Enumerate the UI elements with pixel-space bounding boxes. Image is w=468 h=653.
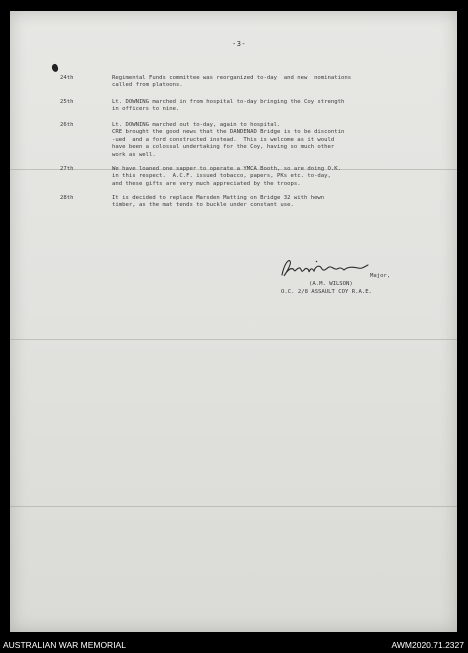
entry-text: Lt. DOWNING marched out to-day, again to hospital. CRE brought the good news that the DANDENAD Bridge is to be discontin -ued and a ford constructed instead. This is welcome as it would have been a colossal undertaking for the Coy, having so much other work as well. xyxy=(112,122,345,158)
diary-entry xyxy=(60,166,430,188)
diary-entry xyxy=(60,195,430,210)
entry-text: Regimental Funds committee was reorganized to-day and new nominations called from platoons. xyxy=(112,75,352,89)
entry-text: It is decided to replace Marsden Matting on Bridge 32 with hewn timber, as the mat tends to buckle under constant use. xyxy=(112,195,325,209)
footer-institution: AUSTRALIAN WAR MEMORIAL xyxy=(3,640,126,650)
document-page xyxy=(10,11,457,632)
signatory-rank: Major, xyxy=(370,273,391,279)
page-number: -3- xyxy=(232,40,247,48)
diary-entry xyxy=(60,99,430,114)
diary-entry xyxy=(60,75,430,90)
ink-mark xyxy=(51,63,59,73)
diary-entry xyxy=(60,122,430,159)
handwritten-signature xyxy=(276,255,372,281)
footer-accession-number: AWM2020.71.2327 xyxy=(391,640,464,650)
entry-date: 28th xyxy=(60,195,74,201)
signatory-name: (A.M. WILSON) xyxy=(309,281,353,287)
entry-date: 27th xyxy=(60,166,74,172)
entry-date: 25th xyxy=(60,99,74,105)
entry-date: 24th xyxy=(60,75,74,81)
entry-text: We have loaned one sapper to operate a YMCA Booth, so are doing O.K. in this respect. A.C.F. issued tobacco, papers, PKs etc. to-day, and these gifts are very much appreciated by the troops. xyxy=(112,166,342,187)
paper-fold xyxy=(10,339,457,340)
entry-text: Lt. DOWNING marched in from hospital to-day bringing the Coy strength in officers to nine. xyxy=(112,99,345,113)
signatory-title: O.C. 2/8 ASSAULT COY R.A.E. xyxy=(281,289,372,295)
paper-fold xyxy=(10,506,457,507)
entry-date: 26th xyxy=(60,122,74,128)
